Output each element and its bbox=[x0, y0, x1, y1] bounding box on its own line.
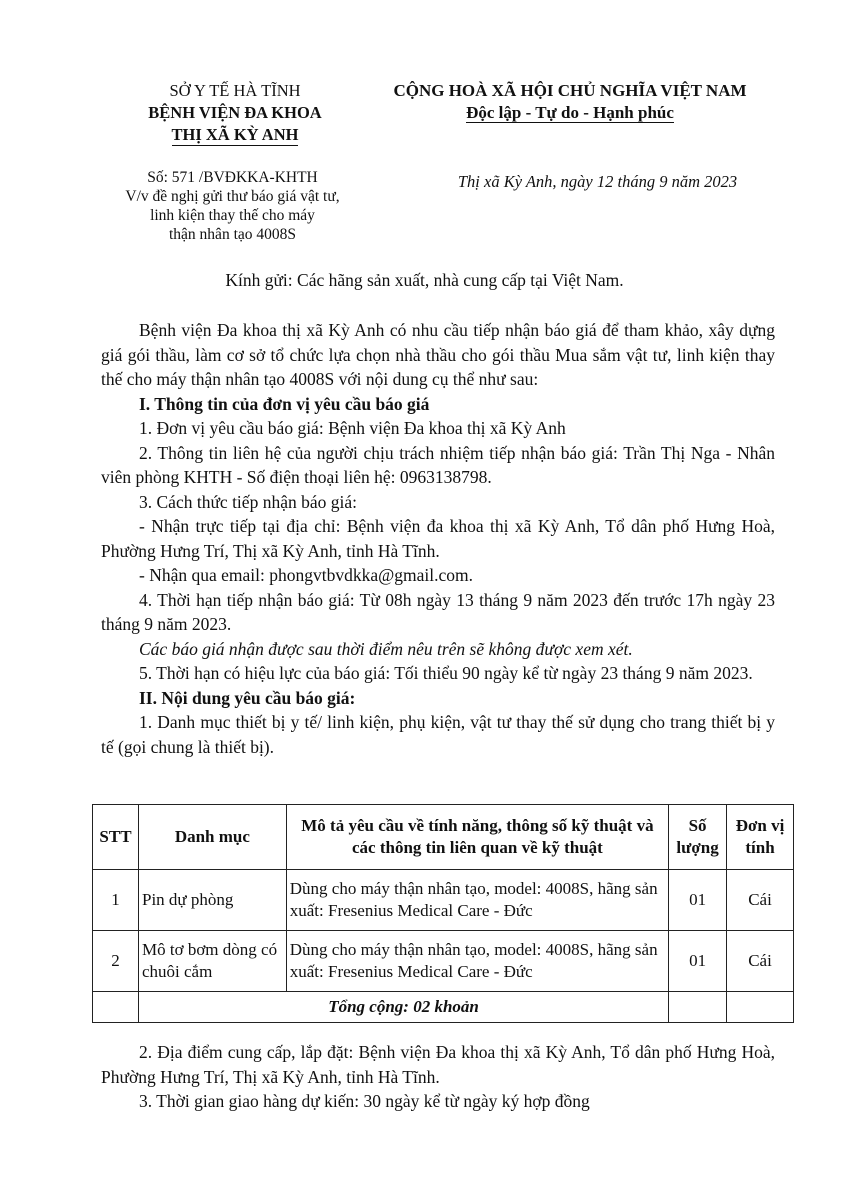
row-desc: Dùng cho máy thận nhân tạo, model: 4008S, hãng sản xuất: Fresenius Medical Care - Đức bbox=[286, 870, 668, 931]
total-empty-cell bbox=[669, 992, 727, 1023]
row-stt: 1 bbox=[93, 870, 139, 931]
section-1-item-5: 5. Thời hạn có hiệu lực của báo giá: Tối thiểu 90 ngày kể từ ngày 23 tháng 9 năm 2023. bbox=[139, 663, 753, 683]
table-total-row bbox=[93, 992, 794, 1023]
section-2-item-3: 3. Thời gian giao hàng dự kiến: 30 ngày kể từ ngày ký hợp đồng bbox=[139, 1091, 590, 1111]
issuer-hospital: BỆNH VIỆN ĐA KHOA bbox=[148, 103, 322, 122]
row-name: Pin dự phòng bbox=[138, 870, 286, 931]
document-subject-line-2: linh kiện thay thế cho máy bbox=[150, 207, 315, 224]
document-subject-line-3: thận nhân tạo 4008S bbox=[169, 226, 296, 243]
section-1-item-4: 4. Thời hạn tiếp nhận báo giá: Từ 08h ngày 13 tháng 9 năm 2023 đến trước 17h ngày 23 tháng 9 năm 2023. bbox=[101, 589, 775, 634]
national-header bbox=[360, 80, 780, 124]
table-row bbox=[93, 870, 794, 931]
table-header-row bbox=[93, 805, 794, 870]
row-unit: Cái bbox=[727, 931, 794, 992]
section-2-item-1: 1. Danh mục thiết bị y tế/ linh kiện, phụ kiện, vật tư thay thế sử dụng cho trang thiết bị y tế (gọi chung là thiết bị). bbox=[101, 712, 775, 757]
section-1-title: I. Thông tin của đơn vị yêu cầu báo giá bbox=[139, 393, 430, 414]
issuer-department: SỞ Y TẾ HÀ TĨNH bbox=[169, 81, 301, 100]
row-qty: 01 bbox=[669, 870, 727, 931]
recipient-line: Kính gửi: Các hãng sản xuất, nhà cung cấp tại Việt Nam. bbox=[225, 270, 624, 290]
header-stt: STT bbox=[93, 805, 139, 870]
intro-paragraph: Bệnh viện Đa khoa thị xã Kỳ Anh có nhu cầu tiếp nhận báo giá để tham khảo, xây dựng giá gói thầu, làm cơ sở tổ chức lựa chọn nhà thầu cho gói thầu Mua sắm vật tư, linh kiện thay thế cho máy thận nhân tạo 4008S với nội dung cụ thể như sau: bbox=[101, 320, 775, 389]
row-name: Mô tơ bơm dòng có chuôi cắm bbox=[138, 931, 286, 992]
header-desc: Mô tả yêu cầu về tính năng, thông số kỹ thuật và các thông tin liên quan về kỹ thuật bbox=[286, 805, 668, 870]
table-row bbox=[93, 931, 794, 992]
row-stt: 2 bbox=[93, 931, 139, 992]
row-desc: Dùng cho máy thận nhân tạo, model: 4008S, hãng sản xuất: Fresenius Medical Care - Đức bbox=[286, 931, 668, 992]
header-name: Danh mục bbox=[138, 805, 286, 870]
section-1-item-2: 2. Thông tin liên hệ của người chịu trách nhiệm tiếp nhận báo giá: Trần Thị Nga - Nhân viên phòng KHTH - Số điện thoại liên hệ: 0963138798. bbox=[101, 442, 775, 487]
document-body-continued bbox=[101, 1040, 775, 1114]
section-1-note: Các báo giá nhận được sau thời điểm nêu trên sẽ không được xem xét. bbox=[139, 638, 633, 659]
document-number: Số: 571 /BVĐKKA-KHTH bbox=[147, 169, 318, 186]
section-1-item-3a: - Nhận trực tiếp tại địa chỉ: Bệnh viện đa khoa thị xã Kỳ Anh, Tổ dân phố Hưng Hoà, Phường Hưng Trí, Thị xã Kỳ Anh, tỉnh Hà Tĩnh. bbox=[101, 516, 775, 561]
national-title: CỘNG HOÀ XÃ HỘI CHỦ NGHĨA VIỆT NAM bbox=[393, 81, 747, 100]
header-unit: Đơn vị tính bbox=[727, 805, 794, 870]
total-empty-cell bbox=[93, 992, 139, 1023]
document-date: Thị xã Kỳ Anh, ngày 12 tháng 9 năm 2023 bbox=[457, 172, 738, 191]
document-body bbox=[101, 318, 775, 759]
national-motto: Độc lập - Tự do - Hạnh phúc bbox=[466, 103, 674, 122]
document-subject-line-1: V/v đề nghị gửi thư báo giá vật tư, bbox=[125, 188, 340, 205]
issuer-town: THỊ XÃ KỲ ANH bbox=[171, 125, 299, 144]
section-2-item-2: 2. Địa điểm cung cấp, lắp đặt: Bệnh viện Đa khoa thị xã Kỳ Anh, Tổ dân phố Hưng Hoà, Phường Hưng Trí, Thị xã Kỳ Anh, tỉnh Hà Tĩnh. bbox=[101, 1042, 775, 1087]
section-1-item-3: 3. Cách thức tiếp nhận báo giá: bbox=[139, 491, 357, 512]
total-empty-cell bbox=[727, 992, 794, 1023]
items-table bbox=[92, 804, 794, 1023]
header-qty: Số lượng bbox=[669, 805, 727, 870]
section-1-item-1: 1. Đơn vị yêu cầu báo giá: Bệnh viện Đa khoa thị xã Kỳ Anh bbox=[139, 418, 566, 438]
total-label: Tổng cộng: 02 khoản bbox=[138, 992, 668, 1023]
row-unit: Cái bbox=[727, 870, 794, 931]
issuer-header bbox=[90, 80, 380, 146]
section-2-title: II. Nội dung yêu cầu báo giá: bbox=[139, 687, 356, 708]
document-reference bbox=[85, 168, 380, 244]
section-1-item-3b: - Nhận qua email: phongvtbvdkka@gmail.com. bbox=[139, 565, 473, 585]
row-qty: 01 bbox=[669, 931, 727, 992]
